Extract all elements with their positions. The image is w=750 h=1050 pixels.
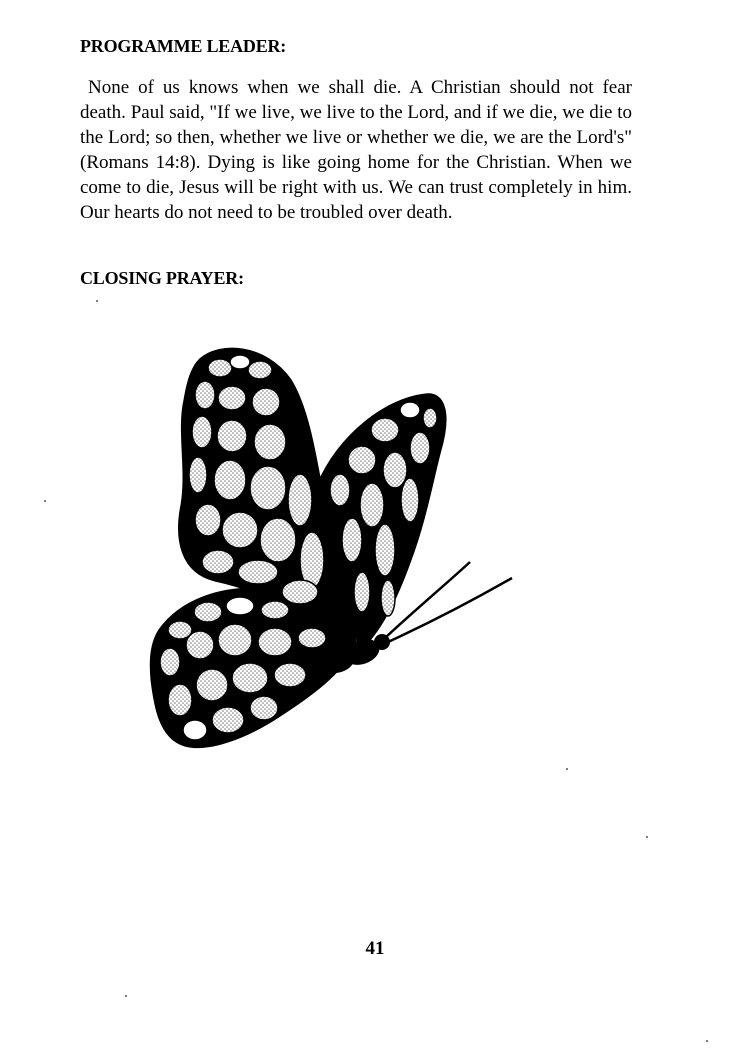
scan-speck bbox=[706, 1040, 708, 1042]
scan-speck bbox=[566, 768, 568, 770]
closing-prayer-heading: CLOSING PRAYER: bbox=[80, 268, 244, 288]
butterfly-illustration bbox=[140, 340, 520, 760]
scan-speck bbox=[44, 500, 46, 502]
butterfly-icon bbox=[140, 340, 520, 760]
scan-speck bbox=[646, 836, 648, 838]
programme-leader-heading: PROGRAMME LEADER: bbox=[80, 36, 287, 56]
page-number: 41 bbox=[365, 938, 385, 959]
scan-speck bbox=[125, 995, 127, 997]
body-paragraph: None of us knows when we shall die. A Christian should not fear death. Paul said, "If we live, we live to the Lord, and if we die, we die to the Lord; so then, whether we live or whether we die, we are the Lord's" (Romans 14:8). Dying is like going home for the Christian. When we come to die, Jesus will be right with us. We can trust completely in him. Our hearts do not need to be troubled over death. bbox=[80, 77, 632, 223]
scan-speck bbox=[96, 300, 98, 302]
